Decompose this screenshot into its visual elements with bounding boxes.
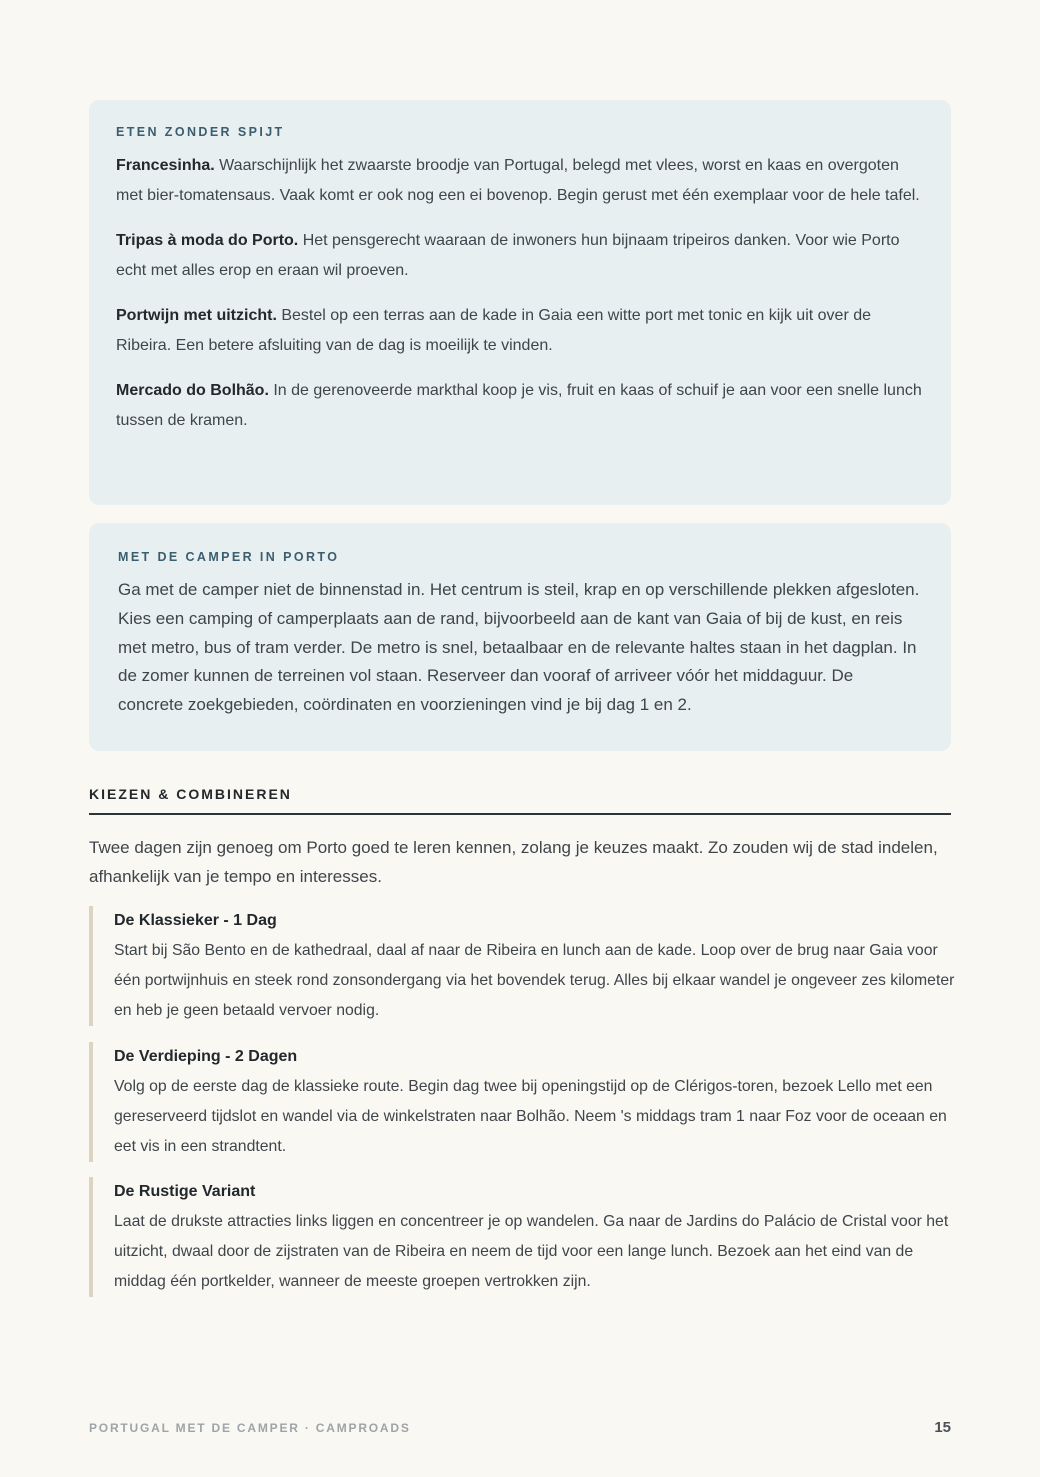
page-number: 15: [934, 1419, 951, 1436]
eten-item: [116, 301, 924, 361]
route-option-text: Start bij São Bento en de kathedraal, daal af naar de Ribeira en lunch aan de kade. Loop over de brug naar Gaia voor één portwijnhuis en steek rond zonsondergang via het bovendek terug. Alles bij elkaar wandel je ongeveer zes kilometer en heb je geen betaald vervoer nodig.: [114, 942, 955, 1019]
section-intro: Twee dagen zijn genoeg om Porto goed te leren kennen, zolang je keuzes maakt. Zo zouden wij de stad indelen, afhankelijk van je tempo en interesses.: [89, 838, 938, 886]
route-option: [89, 906, 959, 1026]
camper-box-text: Ga met de camper niet de binnenstad in. Het centrum is steil, krap en op verschillende plekken afgesloten. Kies een camping of camperplaats aan de rand, bijvoorbeeld aan de kant van Gaia of bij de kust, en reis met metro, bus of tram verder. De metro is snel, betaalbaar en de relevante haltes staan in het dagplan. In de zomer kunnen de terreinen vol staan. Reserveer dan vooraf of arriveer vóór het middaguur. De concrete zoekgebieden, coördinaten en voorzieningen vind je bij dag 1 en 2.: [118, 580, 920, 715]
eten-item: [116, 226, 924, 286]
camper-box-title: MET DE CAMPER IN PORTO: [118, 550, 340, 564]
route-option-title: De Verdieping - 2 Dagen: [114, 1048, 298, 1065]
footer-publication: PORTUGAL MET DE CAMPER · CAMPROADS: [89, 1421, 411, 1435]
route-option-title: De Klassieker - 1 Dag: [114, 912, 277, 929]
eten-item-name: Mercado do Bolhão.: [116, 382, 269, 399]
route-option-text: Volg op de eerste dag de klassieke route. Begin dag twee bij openingstijd op de Clérigos-toren, bezoek Lello met een gereserveerd tijdslot en wandel via de winkelstraten naar Bolhão. Neem 's middags tram 1 naar Foz voor de oceaan en eet vis in een strandtent.: [114, 1078, 947, 1155]
eten-zonder-spijt-box: [89, 100, 951, 505]
eten-item-name: Tripas à moda do Porto.: [116, 232, 299, 249]
route-option: [89, 1177, 959, 1297]
route-option: [89, 1042, 959, 1162]
eten-box-title: ETEN ZONDER SPIJT: [116, 125, 285, 139]
eten-item: [116, 151, 924, 211]
eten-item-name: Francesinha.: [116, 157, 215, 174]
eten-item-text: In de gerenoveerde markthal koop je vis, fruit en kaas of schuif je aan voor een snelle lunch tussen de kramen.: [116, 382, 922, 429]
eten-item: [116, 376, 924, 436]
eten-item-text: Bestel op een terras aan de kade in Gaia een witte port met tonic en kijk uit over de Ribeira. Een betere afsluiting van de dag is moeilijk te vinden.: [116, 307, 872, 354]
route-option-title: De Rustige Variant: [114, 1183, 256, 1200]
eten-item-text: Waarschijnlijk het zwaarste broodje van Portugal, belegd met vlees, worst en kaas en overgoten met bier-tomatensaus. Vaak komt er ook nog een ei bovenop. Begin gerust met één exemplaar voor de hele tafel.: [116, 157, 920, 204]
section-heading: KIEZEN & COMBINEREN: [89, 786, 951, 815]
eten-item-text: Het pensgerecht waaraan de inwoners hun bijnaam tripeiros danken. Voor wie Porto echt met alles erop en eraan wil proeven.: [116, 232, 900, 279]
eten-item-name: Portwijn met uitzicht.: [116, 307, 277, 324]
route-option-text: Laat de drukste attracties links liggen en concentreer je op wandelen. Ga naar de Jardins do Palácio de Cristal voor het uitzicht, dwaal door de zijstraten van de Ribeira en neem de tijd voor een lange lunch. Bezoek aan het eind van de middag één portkelder, wanneer de meeste groepen vertrokken zijn.: [114, 1213, 949, 1290]
camper-in-porto-box: [89, 523, 951, 751]
